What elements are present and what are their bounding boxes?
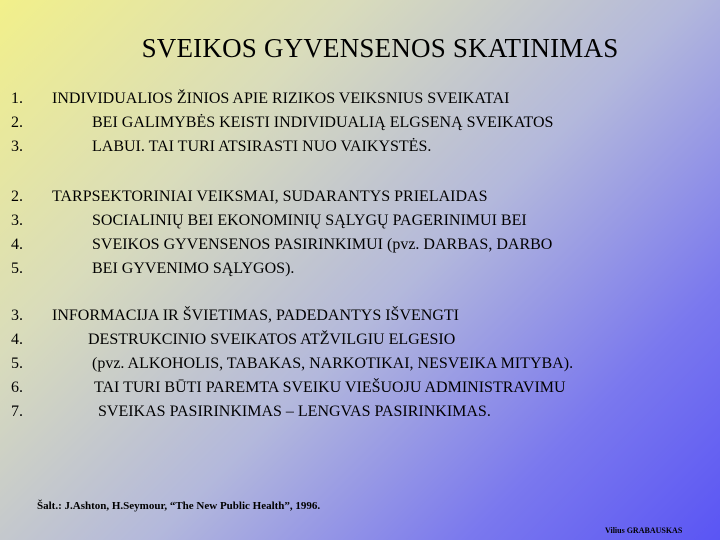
page-title: SVEIKOS GYVENSENOS SKATINIMAS [141, 33, 619, 63]
list-line: TARPSEKTORINIAI VEIKSMAI, SUDARANTYS PRIELAIDAS [52, 188, 488, 205]
item-number: 3. [11, 307, 23, 324]
list-line: SVEIKAS PASIRINKIMAS – LENGVAS PASIRINKIMAS. [98, 403, 491, 420]
list-line: TAI TURI BŪTI PAREMTA SVEIKU VIEŠUOJU ADMINISTRAVIMU [94, 379, 566, 396]
item-number: 1. [11, 90, 23, 107]
list-line: INFORMACIJA IR ŠVIETIMAS, PADEDANTYS IŠVENGTI [52, 307, 459, 324]
list-line: SOCIALINIŲ BEI EKONOMINIŲ SĄLYGŲ PAGERINIMUI BEI [92, 212, 527, 229]
item-number: 3. [11, 138, 23, 155]
item-number: 2. [11, 114, 23, 131]
item-number: 4. [11, 331, 23, 348]
item-number: 6. [11, 379, 23, 396]
list-line: INDIVIDUALIOS ŽINIOS APIE RIZIKOS VEIKSNIUS SVEIKATAI [52, 90, 510, 107]
item-number: 3. [11, 212, 23, 229]
list-line: BEI GYVENIMO SĄLYGOS). [92, 260, 295, 277]
item-number: 7. [11, 403, 23, 420]
item-number: 5. [11, 355, 23, 372]
item-number: 5. [11, 260, 23, 277]
list-line: DESTRUKCINIO SVEIKATOS ATŽVILGIU ELGESIO [88, 331, 456, 348]
author-name: Vilius GRABAUSKAS [605, 526, 683, 535]
list-line: LABUI. TAI TURI ATSIRASTI NUO VAIKYSTĖS. [92, 138, 432, 155]
list-line: SVEIKOS GYVENSENOS PASIRINKIMUI (pvz. DARBAS, DARBO [92, 236, 553, 253]
list-line: BEI GALIMYBĖS KEISTI INDIVIDUALIĄ ELGSENĄ SVEIKATOS [92, 114, 554, 131]
source-citation: Šalt.: J.Ashton, H.Seymour, “The New Public Health”, 1996. [37, 500, 321, 512]
list-line: (pvz. ALKOHOLIS, TABAKAS, NARKOTIKAI, NESVEIKA MITYBA). [92, 355, 574, 372]
item-number: 4. [11, 236, 23, 253]
item-number: 2. [11, 188, 23, 205]
